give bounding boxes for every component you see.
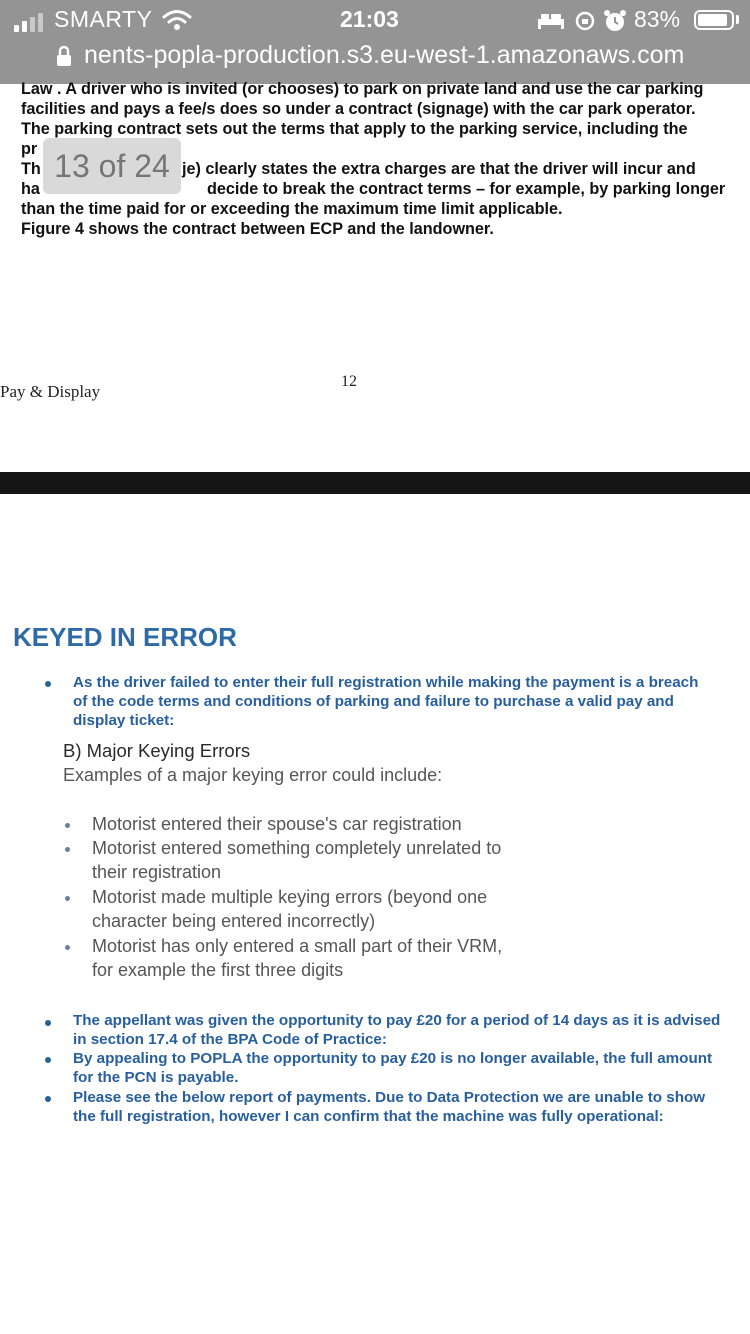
excerpt-intro: Examples of a major keying error could include: xyxy=(63,765,443,785)
wifi-icon xyxy=(162,9,192,31)
bed-icon xyxy=(536,11,566,29)
excerpt-item: their registration xyxy=(92,862,222,882)
carrier-name: SMARTY xyxy=(54,6,153,32)
battery-icon xyxy=(694,10,734,30)
bullet3-line-1: By appealing to POPLA the opportunity to pay £20 is no longer available, the full amount xyxy=(73,1050,713,1067)
excerpt-item: Motorist entered their spouse's car registration xyxy=(92,814,462,834)
excerpt-title: B) Major Keying Errors xyxy=(63,740,251,761)
page-counter-badge: 13 of 24 xyxy=(43,138,181,194)
doc-line-7: than the time paid for or exceeding the maximum time limit applicable. xyxy=(21,200,563,218)
bullet1-line-3: display ticket: xyxy=(73,712,175,729)
doc-line-6-left: ha xyxy=(21,180,40,198)
bullet1-line-2: of the code terms and conditions of parking and failure to purchase a valid pay and xyxy=(73,693,674,710)
excerpt-bullet xyxy=(65,945,70,950)
excerpt-item: Motorist entered something completely unrelated to xyxy=(92,838,502,858)
cellular-signal-icon xyxy=(14,10,43,32)
bullet4-line-2: the full registration, however I can confirm that the machine was fully operational: xyxy=(73,1108,664,1125)
excerpt-item: for example the first three digits xyxy=(92,960,344,980)
alarm-icon xyxy=(604,9,626,33)
bullet-dot xyxy=(45,1096,51,1102)
excerpt-bullet xyxy=(65,896,70,901)
doc-line-6-right: decide to break the contract terms – for example, by parking longer xyxy=(207,180,726,198)
doc-line-5-right: je) clearly states the extra charges are that the driver will incur and xyxy=(182,160,696,178)
doc-line-5-left: Th xyxy=(21,160,41,178)
excerpt-item: Motorist made multiple keying errors (beyond one xyxy=(92,887,488,907)
doc-line-1: Law . A driver who is invited (or chooses) to park on private land and use the car parking xyxy=(21,80,704,98)
bullet4-line-1: Please see the below report of payments. Due to Data Protection we are unable to show xyxy=(73,1089,706,1106)
bullet-dot xyxy=(45,1057,51,1063)
page-divider xyxy=(0,472,750,494)
excerpt-item: character being entered incorrectly) xyxy=(92,911,376,931)
footer-pay-display: Pay & Display xyxy=(0,382,101,401)
orientation-lock-icon xyxy=(574,10,596,32)
bullet-dot xyxy=(45,1020,51,1026)
doc-line-4-left: pr xyxy=(21,140,38,158)
bullet3-line-2: for the PCN is payable. xyxy=(73,1069,239,1086)
url-address-bar[interactable]: nents-popla-production.s3.eu-west-1.amazonaws.com xyxy=(84,41,685,69)
section-heading: KEYED IN ERROR xyxy=(13,622,237,652)
clock-time: 21:03 xyxy=(340,6,399,32)
battery-percentage: 83% xyxy=(634,6,681,32)
doc-line-2: facilities and pays a fee/s does so under a contract (signage) with the car park operator. xyxy=(21,100,696,118)
excerpt-bullet xyxy=(65,823,70,828)
battery-tip xyxy=(736,15,739,24)
lock-icon xyxy=(56,45,72,67)
bullet1-line-1: As the driver failed to enter their full registration while making the payment is a breach xyxy=(73,674,699,691)
bullet-dot xyxy=(45,681,51,687)
excerpt-bullet xyxy=(65,847,70,852)
bullet2-line-1: The appellant was given the opportunity to pay £20 for a period of 14 days as it is advised xyxy=(73,1012,721,1029)
excerpt-item: Motorist has only entered a small part of their VRM, xyxy=(92,936,503,956)
doc-line-3: The parking contract sets out the terms that apply to the parking service, including the xyxy=(21,120,688,138)
browser-header xyxy=(0,0,750,84)
bullet2-line-2: in section 17.4 of the BPA Code of Practice: xyxy=(73,1031,387,1048)
doc-line-8: Figure 4 shows the contract between ECP and the landowner. xyxy=(21,220,494,238)
page-number: 12 xyxy=(341,373,357,390)
